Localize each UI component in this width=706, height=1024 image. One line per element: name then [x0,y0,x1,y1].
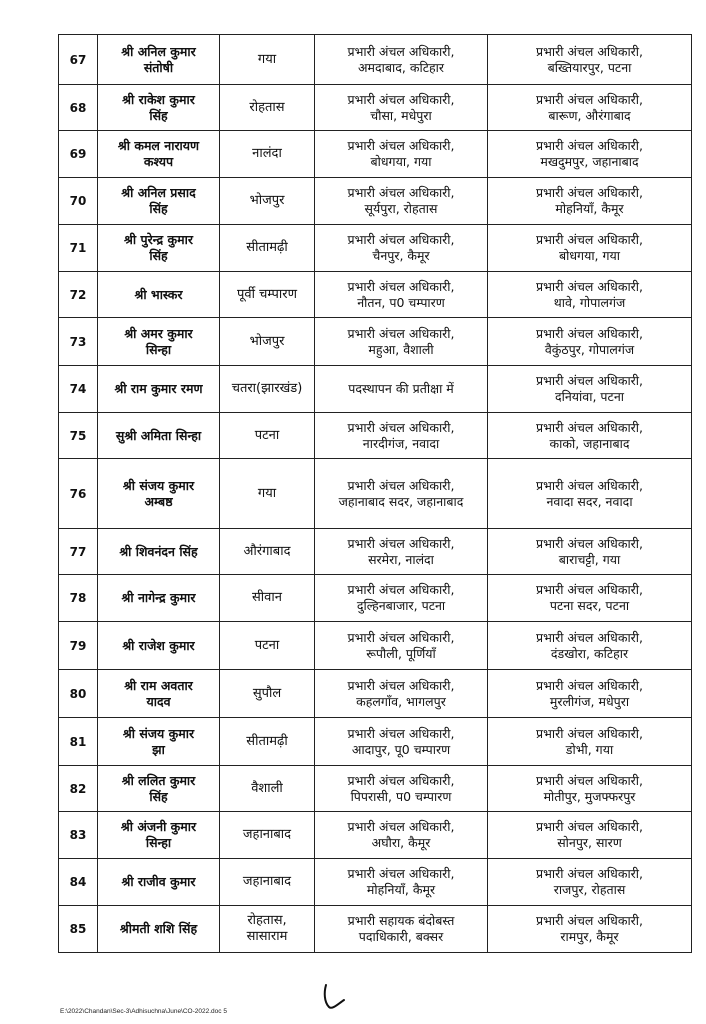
serial-number: 73 [59,318,98,366]
officer-name: श्री भास्कर [98,272,220,318]
new-posting: प्रभारी अंचल अधिकारी, पटना सदर, पटना [488,575,692,622]
home-district: औरंगाबाद [220,529,315,575]
officer-name: श्री संजय कुमार झा [98,718,220,766]
current-posting: प्रभारी अंचल अधिकारी, अघौरा, कैमूर [315,812,488,859]
table-row [59,766,692,812]
current-posting: प्रभारी अंचल अधिकारी, जहानाबाद सदर, जहानाबाद [315,459,488,529]
serial-number: 74 [59,366,98,413]
home-district: भोजपुर [220,318,315,366]
officer-name: सुश्री अमिता सिन्हा [98,413,220,459]
new-posting: प्रभारी अंचल अधिकारी, मोतीपुर, मुजफ्फरपुर [488,766,692,812]
table-row [59,718,692,766]
current-posting: प्रभारी अंचल अधिकारी, सूर्यपुरा, रोहतास [315,178,488,225]
table-row [59,35,692,85]
current-posting: प्रभारी अंचल अधिकारी, नारदीगंज, नवादा [315,413,488,459]
serial-number: 75 [59,413,98,459]
officer-name: श्री राम अवतार यादव [98,670,220,718]
table-row [59,131,692,178]
serial-number: 77 [59,529,98,575]
serial-number: 78 [59,575,98,622]
serial-number: 69 [59,131,98,178]
home-district: रोहतास, सासाराम [220,906,315,953]
table-row [59,812,692,859]
current-posting: प्रभारी अंचल अधिकारी, कहलगाँव, भागलपुर [315,670,488,718]
home-district: रोहतास [220,85,315,131]
home-district: गया [220,35,315,85]
officer-name: श्री पुरेन्द्र कुमार सिंह [98,225,220,272]
home-district: पटना [220,622,315,670]
table-row [59,622,692,670]
table-row [59,272,692,318]
serial-number: 68 [59,85,98,131]
table-row [59,178,692,225]
officer-name: श्री राजेश कुमार [98,622,220,670]
home-district: सीवान [220,575,315,622]
serial-number: 81 [59,718,98,766]
new-posting: प्रभारी अंचल अधिकारी, बख्तियारपुर, पटना [488,35,692,85]
officer-name: श्री नागेन्द्र कुमार [98,575,220,622]
table-row [59,85,692,131]
new-posting: प्रभारी अंचल अधिकारी, बाराचट्टी, गया [488,529,692,575]
officer-name: श्री राजीव कुमार [98,859,220,906]
transfer-table [58,34,692,953]
table-row [59,529,692,575]
current-posting: प्रभारी अंचल अधिकारी, पिपरासी, प0 चम्पारण [315,766,488,812]
home-district: जहानाबाद [220,812,315,859]
home-district: नालंदा [220,131,315,178]
serial-number: 76 [59,459,98,529]
officer-name: श्री कमल नारायण कश्यप [98,131,220,178]
home-district: सुपौल [220,670,315,718]
home-district: वैशाली [220,766,315,812]
current-posting: प्रभारी अंचल अधिकारी, नौतन, प0 चम्पारण [315,272,488,318]
current-posting: प्रभारी अंचल अधिकारी, चैनपुर, कैमूर [315,225,488,272]
serial-number: 85 [59,906,98,953]
new-posting: प्रभारी अंचल अधिकारी, बारूण, औरंगाबाद [488,85,692,131]
table-row [59,670,692,718]
current-posting: प्रभारी अंचल अधिकारी, सरमेरा, नालंदा [315,529,488,575]
table-body [59,35,692,953]
officer-name: श्री अमर कुमार सिन्हा [98,318,220,366]
current-posting: प्रभारी अंचल अधिकारी, चौसा, मधेपुरा [315,85,488,131]
table-row [59,413,692,459]
table-row [59,225,692,272]
officer-name: श्रीमती शशि सिंह [98,906,220,953]
new-posting: प्रभारी अंचल अधिकारी, दंडखोरा, कटिहार [488,622,692,670]
serial-number: 79 [59,622,98,670]
serial-number: 71 [59,225,98,272]
new-posting: प्रभारी अंचल अधिकारी, दनियांवा, पटना [488,366,692,413]
serial-number: 82 [59,766,98,812]
current-posting: प्रभारी अंचल अधिकारी, महुआ, वैशाली [315,318,488,366]
current-posting: प्रभारी अंचल अधिकारी, अमदाबाद, कटिहार [315,35,488,85]
serial-number: 84 [59,859,98,906]
new-posting: प्रभारी अंचल अधिकारी, बोधगया, गया [488,225,692,272]
officer-name: श्री अनिल प्रसाद सिंह [98,178,220,225]
new-posting: प्रभारी अंचल अधिकारी, वैकुंठपुर, गोपालगंज [488,318,692,366]
new-posting: प्रभारी अंचल अधिकारी, सोनपुर, सारण [488,812,692,859]
officer-name: श्री राकेश कुमार सिंह [98,85,220,131]
new-posting: प्रभारी अंचल अधिकारी, नवादा सदर, नवादा [488,459,692,529]
table-row [59,575,692,622]
new-posting: प्रभारी अंचल अधिकारी, मुरलीगंज, मधेपुरा [488,670,692,718]
handwritten-mark [320,982,350,1012]
home-district: सीतामढ़ी [220,225,315,272]
new-posting: प्रभारी अंचल अधिकारी, मोहनियाँ, कैमूर [488,178,692,225]
home-district: सीतामढ़ी [220,718,315,766]
serial-number: 72 [59,272,98,318]
officer-name: श्री अंजनी कुमार सिन्हा [98,812,220,859]
officer-name: श्री संजय कुमार अम्बष्ठ [98,459,220,529]
table-row [59,459,692,529]
home-district: गया [220,459,315,529]
home-district: चतरा(झारखंड) [220,366,315,413]
current-posting: प्रभारी अंचल अधिकारी, आदापुर, पू0 चम्पारण [315,718,488,766]
serial-number: 83 [59,812,98,859]
table-row [59,906,692,953]
current-posting: पदस्थापन की प्रतीक्षा में [315,366,488,413]
current-posting: प्रभारी अंचल अधिकारी, बोधगया, गया [315,131,488,178]
table-row [59,366,692,413]
officer-name: श्री ललित कुमार सिंह [98,766,220,812]
new-posting: प्रभारी अंचल अधिकारी, मखदुमपुर, जहानाबाद [488,131,692,178]
new-posting: प्रभारी अंचल अधिकारी, थावे, गोपालगंज [488,272,692,318]
officer-name: श्री शिवनंदन सिंह [98,529,220,575]
home-district: पूर्वी चम्पारण [220,272,315,318]
current-posting: प्रभारी अंचल अधिकारी, दुल्हिनबाजार, पटना [315,575,488,622]
current-posting: प्रभारी सहायक बंदोबस्त पदाधिकारी, बक्सर [315,906,488,953]
home-district: जहानाबाद [220,859,315,906]
new-posting: प्रभारी अंचल अधिकारी, राजपुर, रोहतास [488,859,692,906]
serial-number: 70 [59,178,98,225]
new-posting: प्रभारी अंचल अधिकारी, काको, जहानाबाद [488,413,692,459]
current-posting: प्रभारी अंचल अधिकारी, रूपौली, पूर्णियाँ [315,622,488,670]
file-path-footer: E:\2022\Chandan\Sec-3\Adhisuchna\June\CO-2022.doc 5 [60,1008,227,1015]
officer-name: श्री अनिल कुमार संतोषी [98,35,220,85]
serial-number: 67 [59,35,98,85]
new-posting: प्रभारी अंचल अधिकारी, रामपुर, कैमूर [488,906,692,953]
new-posting: प्रभारी अंचल अधिकारी, डोभी, गया [488,718,692,766]
home-district: पटना [220,413,315,459]
table-row [59,318,692,366]
table-row [59,859,692,906]
home-district: भोजपुर [220,178,315,225]
current-posting: प्रभारी अंचल अधिकारी, मोहनियाँ, कैमूर [315,859,488,906]
serial-number: 80 [59,670,98,718]
officer-name: श्री राम कुमार रमण [98,366,220,413]
